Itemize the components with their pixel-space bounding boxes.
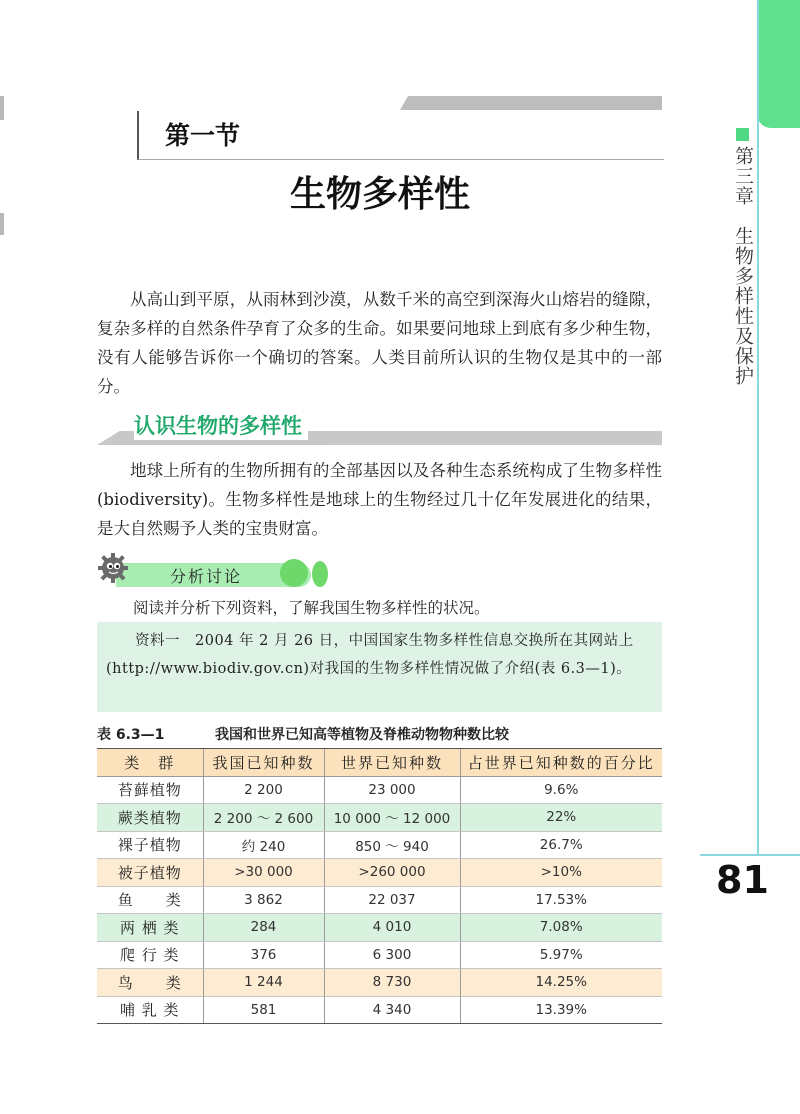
percent-cell: 13.39% bbox=[460, 996, 662, 1024]
table-row bbox=[97, 969, 662, 997]
world-count-cell: 8 730 bbox=[324, 969, 460, 997]
material-text: 资料一 2004 年 2 月 26 日，中国国家生物多样性信息交换所在其网站上(http://www.biodiv.gov.cn)对我国的生物多样性情况做了介绍(表 6.3—1)。 bbox=[106, 633, 634, 677]
group-cell: 苔藓植物 bbox=[97, 776, 203, 804]
gear-mascot-icon bbox=[98, 553, 132, 583]
section-header-bar bbox=[400, 96, 662, 110]
china-count-cell: 2 200 ～ 2 600 bbox=[203, 804, 324, 832]
page-edge-mark bbox=[0, 96, 4, 120]
chapter-tab bbox=[757, 0, 800, 128]
china-count-cell: >30 000 bbox=[203, 859, 324, 887]
page-number: 81 bbox=[716, 858, 769, 902]
table-header-cell: 占世界已知种数的百分比 bbox=[460, 749, 662, 777]
china-count-cell: 1 244 bbox=[203, 969, 324, 997]
china-count-cell: 约 240 bbox=[203, 831, 324, 859]
table-row bbox=[97, 776, 662, 804]
china-count-cell: 284 bbox=[203, 914, 324, 942]
group-cell: 蕨类植物 bbox=[97, 804, 203, 832]
percent-cell: 7.08% bbox=[460, 914, 662, 942]
table-header-row bbox=[97, 749, 662, 777]
page-title: 生物多样性 bbox=[289, 173, 470, 215]
world-count-cell: >260 000 bbox=[324, 859, 460, 887]
group-cell: 鱼 类 bbox=[97, 886, 203, 914]
china-count-cell: 3 862 bbox=[203, 886, 324, 914]
group-cell: 裸子植物 bbox=[97, 831, 203, 859]
table-caption: 我国和世界已知高等植物及脊椎动物物种数比较 bbox=[215, 727, 509, 743]
table-number: 表 6.3—1 bbox=[97, 727, 165, 743]
table-row bbox=[97, 859, 662, 887]
chapter-marker-icon bbox=[736, 128, 749, 141]
body-paragraph: 地球上所有的生物所拥有的全部基因以及各种生态系统构成了生物多样性(biodiversity)。生物多样性是地球上的生物经过几十亿年发展进化的结果，是大自然赐予人类的宝贵财富。 bbox=[97, 461, 662, 538]
subheading-rule bbox=[330, 443, 662, 444]
table-header-cell: 世界已知种数 bbox=[324, 749, 460, 777]
world-count-cell: 850 ～ 940 bbox=[324, 831, 460, 859]
group-cell: 爬 行 类 bbox=[97, 941, 203, 969]
percent-cell: 14.25% bbox=[460, 969, 662, 997]
table-row bbox=[97, 831, 662, 859]
world-count-cell: 22 037 bbox=[324, 886, 460, 914]
group-cell: 被子植物 bbox=[97, 859, 203, 887]
group-cell: 哺 乳 类 bbox=[97, 996, 203, 1024]
china-count-cell: 2 200 bbox=[203, 776, 324, 804]
species-table bbox=[97, 748, 662, 1024]
china-count-cell: 581 bbox=[203, 996, 324, 1024]
discussion-dot-icon bbox=[280, 559, 308, 587]
page-number-rule bbox=[700, 854, 800, 856]
world-count-cell: 4 340 bbox=[324, 996, 460, 1024]
table-row bbox=[97, 996, 662, 1024]
percent-cell: >10% bbox=[460, 859, 662, 887]
table-header-cell: 类 群 bbox=[97, 749, 203, 777]
percent-cell: 22% bbox=[460, 804, 662, 832]
table-row bbox=[97, 804, 662, 832]
subheading: 认识生物的多样性 bbox=[134, 410, 308, 440]
chapter-title: 第三章 生物多样性及保护 bbox=[732, 146, 754, 386]
margin-line bbox=[757, 0, 759, 855]
discussion-label: 分析讨论 bbox=[170, 567, 243, 586]
world-count-cell: 10 000 ～ 12 000 bbox=[324, 804, 460, 832]
world-count-cell: 4 010 bbox=[324, 914, 460, 942]
percent-cell: 9.6% bbox=[460, 776, 662, 804]
discussion-dot-icon bbox=[312, 561, 328, 587]
percent-cell: 26.7% bbox=[460, 831, 662, 859]
table-header-cell: 我国已知种数 bbox=[203, 749, 324, 777]
group-cell: 鸟 类 bbox=[97, 969, 203, 997]
percent-cell: 17.53% bbox=[460, 886, 662, 914]
world-count-cell: 23 000 bbox=[324, 776, 460, 804]
section-label: 第一节 bbox=[165, 121, 241, 150]
discussion-instruction: 阅读并分析下列资料，了解我国生物多样性的状况。 bbox=[133, 599, 490, 617]
percent-cell: 5.97% bbox=[460, 941, 662, 969]
intro-paragraph: 从高山到平原，从雨林到沙漠，从数千米的高空到深海火山熔岩的缝隙，复杂多样的自然条件孕育了众多的生命。如果要问地球上到底有多少种生物，没有人能够告诉你一个确切的答案。人类目前所认识的生物仅是其中的一部分。 bbox=[97, 290, 662, 396]
china-count-cell: 376 bbox=[203, 941, 324, 969]
table-row bbox=[97, 914, 662, 942]
group-cell: 两 栖 类 bbox=[97, 914, 203, 942]
table-row bbox=[97, 886, 662, 914]
world-count-cell: 6 300 bbox=[324, 941, 460, 969]
table-row bbox=[97, 941, 662, 969]
